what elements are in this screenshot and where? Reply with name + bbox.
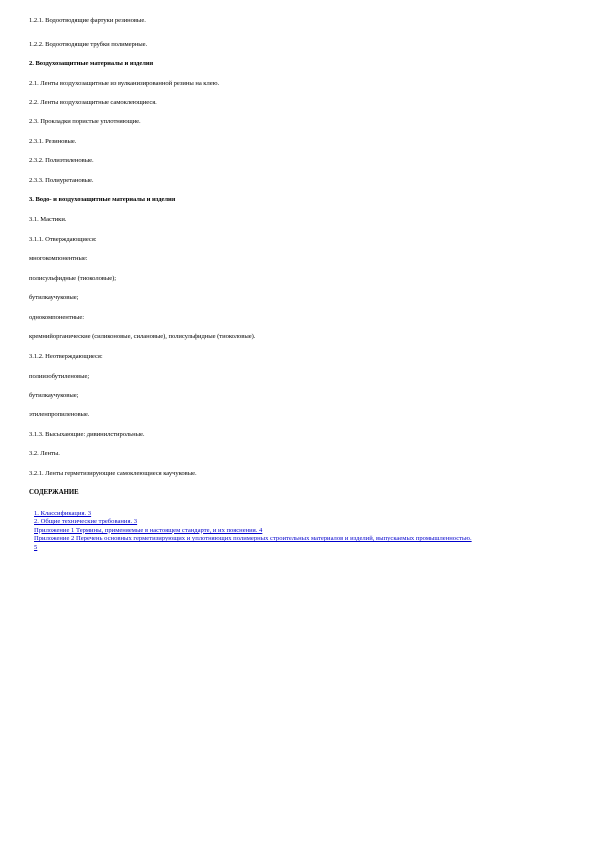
- paragraph: многокомпонентные:: [29, 255, 88, 262]
- table-of-contents: [34, 510, 474, 552]
- paragraph: 1.2.2. Водоотводящие трубки полимерные.: [29, 41, 148, 48]
- paragraph: полиизобутиленовые;: [29, 373, 90, 380]
- paragraph: бутилкаучуковые;: [29, 392, 79, 399]
- paragraph: однокомпонентные:: [29, 314, 85, 321]
- paragraph: 3.1. Мастики.: [29, 216, 67, 223]
- paragraph: 3.1.3. Высыхающие: дивинилстирольные.: [29, 431, 145, 438]
- paragraph: 2.3. Прокладки пористые уплотняющие.: [29, 118, 141, 125]
- paragraph: 3.2.1. Ленты герметизирующие самоклеющиеся каучуковые.: [29, 470, 197, 477]
- paragraph: 3. Водо- и воздухозащитные материалы и изделия: [29, 196, 176, 203]
- paragraph: 2. Воздухозащитные материалы и изделия: [29, 60, 154, 67]
- paragraph: 2.3.1. Резиновые.: [29, 138, 77, 145]
- paragraph: 2.3.2. Полиэтиленовые.: [29, 157, 94, 164]
- paragraph: полисульфидные (тиоколовые);: [29, 275, 117, 282]
- paragraph: 3.1.2. Неотверждающиеся:: [29, 353, 103, 360]
- paragraph: 3.2. Ленты.: [29, 450, 60, 457]
- paragraph: 3.1.1. Отверждающиеся:: [29, 236, 97, 243]
- toc-link[interactable]: 1. Классификация. 3: [34, 510, 92, 517]
- toc-link[interactable]: 2. Общие технические требования. 3: [34, 518, 138, 526]
- paragraph: этиленпропиленовые.: [29, 411, 90, 418]
- paragraph: 2.3.3. Полиуретановые.: [29, 177, 94, 184]
- paragraph: 1.2.1. Водоотводящие фартуки резиновые.: [29, 17, 146, 24]
- paragraph: бутилкаучуковые;: [29, 294, 79, 301]
- paragraph: 2.1. Ленты воздухозащитные из вулканизированной резины на клею.: [29, 80, 220, 87]
- toc-link[interactable]: Приложение 2 Перечень основных герметизирующих и уплотняющих полимерных строительных материалов и изделий, выпускаемых промышленностью. 5: [34, 535, 472, 551]
- paragraph: кремнийорганические (силиконовые, силановые), полисульфидные (тиоколовые).: [29, 333, 256, 340]
- toc-title: СОДЕРЖАНИЕ: [29, 489, 79, 496]
- toc-link[interactable]: Приложение 1 Термины, применяемые в настоящем стандарте, и их пояснения. 4: [34, 526, 263, 534]
- paragraph: 2.2. Ленты воздухозащитные самоклеющиеся.: [29, 99, 157, 106]
